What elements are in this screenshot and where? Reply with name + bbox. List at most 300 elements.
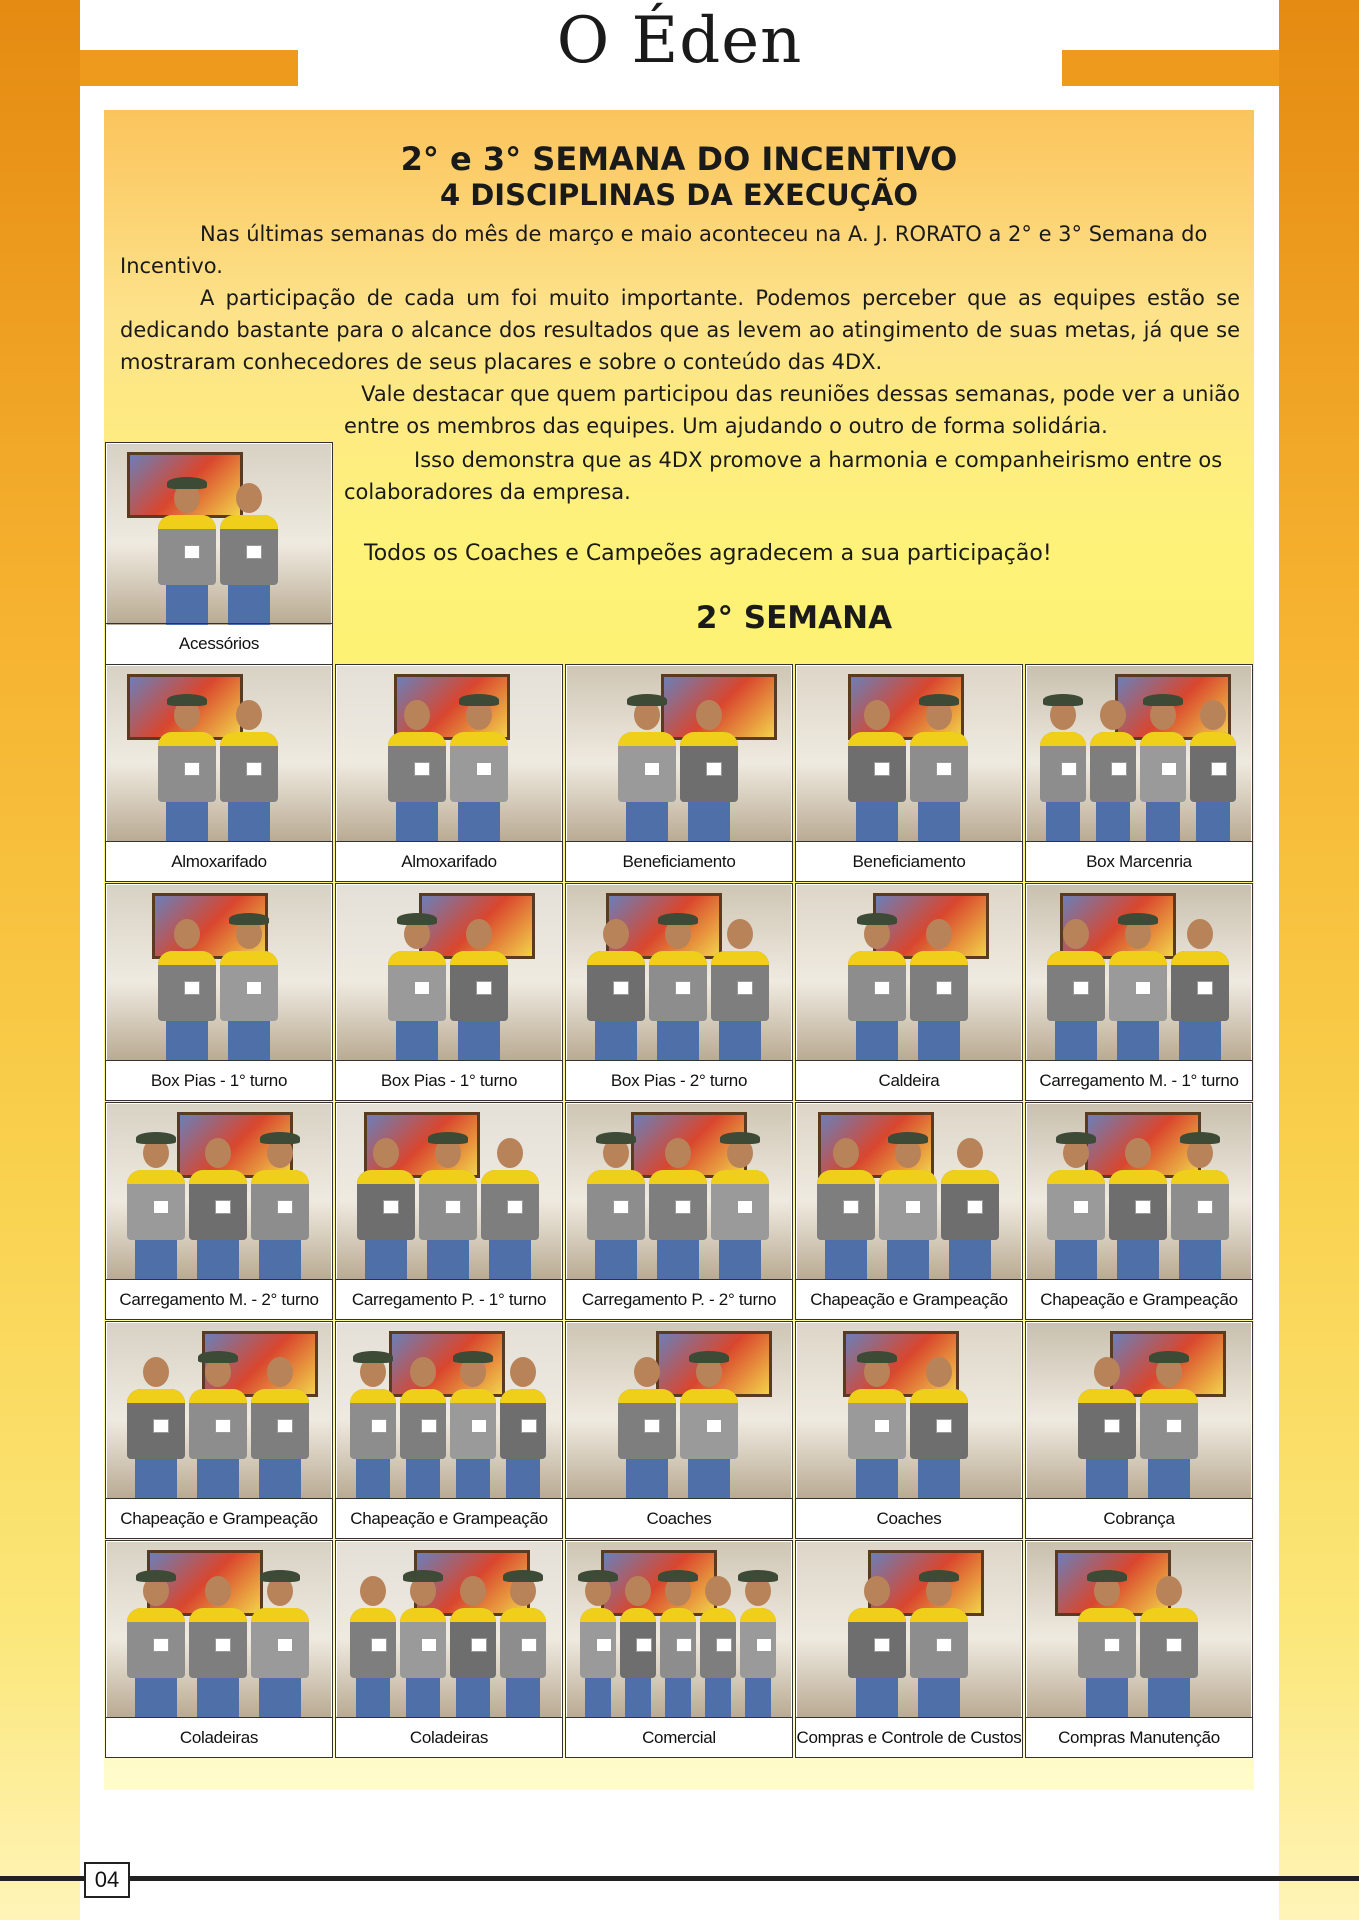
- person-shirt: [620, 1608, 656, 1678]
- shirt-yoke: [848, 1608, 906, 1622]
- person-figure: [740, 1568, 776, 1718]
- badge-card: [1135, 981, 1151, 995]
- person-shirt: [711, 1170, 769, 1240]
- photo-card: [335, 1321, 563, 1539]
- shirt-yoke: [1090, 732, 1136, 746]
- photo-caption: Box Pias - 2° turno: [566, 1060, 792, 1100]
- person-shirt: [649, 951, 707, 1021]
- photo: [337, 885, 561, 1061]
- person-figure: [618, 1349, 676, 1499]
- person-figure: [220, 692, 278, 842]
- person-head: [510, 1357, 536, 1387]
- person-jeans: [1179, 1021, 1221, 1061]
- person-jeans: [657, 1021, 699, 1061]
- shirt-yoke: [910, 951, 968, 965]
- shirt-yoke: [649, 951, 707, 965]
- person-shirt: [1171, 951, 1229, 1021]
- shirt-yoke: [910, 1608, 968, 1622]
- person-shirt: [1140, 1389, 1198, 1459]
- person-jeans: [197, 1240, 239, 1280]
- person-figure: [680, 1349, 738, 1499]
- badge-card: [1111, 762, 1127, 776]
- person-jeans: [688, 802, 730, 842]
- person-jeans: [918, 1678, 960, 1718]
- shirt-yoke: [350, 1608, 396, 1622]
- person-figure: [711, 1130, 769, 1280]
- person-shirt: [158, 732, 216, 802]
- badge-card: [936, 762, 952, 776]
- photo: [1027, 1542, 1251, 1718]
- person-figure: [879, 1130, 937, 1280]
- person-shirt: [618, 732, 676, 802]
- person-shirt: [158, 515, 216, 585]
- photo-card: [105, 1321, 333, 1539]
- badge-card: [246, 981, 262, 995]
- shirt-yoke: [817, 1170, 875, 1184]
- badge-card: [215, 1419, 231, 1433]
- person-shirt: [1190, 732, 1236, 802]
- person-jeans: [1196, 802, 1229, 842]
- badge-card: [675, 1200, 691, 1214]
- person-shirt: [388, 951, 446, 1021]
- person-head: [957, 1138, 983, 1168]
- person-figure: [941, 1130, 999, 1280]
- person-jeans: [626, 1459, 668, 1499]
- person-figure: [189, 1568, 247, 1718]
- shirt-yoke: [189, 1389, 247, 1403]
- person-head: [373, 1138, 399, 1168]
- photo-card: [105, 664, 333, 882]
- photo-caption: Carregamento P. - 2° turno: [566, 1279, 792, 1319]
- person-figure: [220, 911, 278, 1061]
- person-figure: [189, 1130, 247, 1280]
- badge-card: [215, 1200, 231, 1214]
- shirt-yoke: [1140, 1608, 1198, 1622]
- person-figure: [649, 1130, 707, 1280]
- shirt-yoke: [158, 732, 216, 746]
- person-shirt: [350, 1608, 396, 1678]
- person-figure: [1078, 1568, 1136, 1718]
- badge-card: [371, 1638, 387, 1652]
- person-shirt: [251, 1170, 309, 1240]
- badge-card: [737, 981, 753, 995]
- newsletter-title: O Éden: [556, 4, 803, 78]
- shirt-yoke: [400, 1608, 446, 1622]
- person-jeans: [856, 1021, 898, 1061]
- person-hat: [720, 1132, 760, 1144]
- person-shirt: [357, 1170, 415, 1240]
- badge-card: [1166, 1638, 1182, 1652]
- shirt-yoke: [251, 1170, 309, 1184]
- badge-card: [874, 762, 890, 776]
- person-shirt: [680, 1389, 738, 1459]
- person-head: [696, 700, 722, 730]
- badge-card: [277, 1638, 293, 1652]
- photo: [107, 666, 331, 842]
- person-shirt: [649, 1170, 707, 1240]
- person-hat: [260, 1570, 300, 1582]
- photo: [107, 1323, 331, 1499]
- person-shirt: [1047, 951, 1105, 1021]
- person-figure: [481, 1130, 539, 1280]
- person-shirt: [1078, 1389, 1136, 1459]
- shirt-yoke: [1047, 951, 1105, 965]
- person-shirt: [158, 951, 216, 1021]
- person-hat: [428, 1132, 468, 1144]
- badge-card: [371, 1419, 387, 1433]
- person-jeans: [1086, 1459, 1128, 1499]
- person-figure: [910, 1349, 968, 1499]
- person-jeans: [1096, 802, 1129, 842]
- shirt-yoke: [500, 1608, 546, 1622]
- badge-card: [246, 545, 262, 559]
- badge-card: [414, 981, 430, 995]
- badge-card: [874, 1638, 890, 1652]
- person-hat: [403, 1570, 443, 1582]
- person-jeans: [1086, 1678, 1128, 1718]
- person-jeans: [506, 1459, 539, 1499]
- person-shirt: [400, 1608, 446, 1678]
- badge-card: [1211, 762, 1227, 776]
- paragraph-2: A participação de cada um foi muito importante. Podemos perceber que as equipes estão se dedicando bastante para o alcance dos resultados que as levem ao atingimento de suas metas, já que se mostraram conhecedores de seus placares e sobre o conteúdo das 4DX.: [120, 286, 1240, 374]
- badge-card: [1161, 762, 1177, 776]
- person-figure: [649, 911, 707, 1061]
- shirt-yoke: [450, 1389, 496, 1403]
- person-figure: [1090, 692, 1136, 842]
- badge-card: [471, 1419, 487, 1433]
- photo: [1027, 666, 1251, 842]
- photo-caption: Box Pias - 1° turno: [106, 1060, 332, 1100]
- person-shirt: [660, 1608, 696, 1678]
- person-figure: [580, 1568, 616, 1718]
- person-figure: [450, 692, 508, 842]
- person-figure: [910, 911, 968, 1061]
- photo-caption: Chapeação e Grampeação: [336, 1498, 562, 1538]
- badge-card: [905, 1200, 921, 1214]
- person-shirt: [220, 515, 278, 585]
- person-jeans: [856, 1459, 898, 1499]
- photo: [797, 1104, 1021, 1280]
- photo-card: [1025, 664, 1253, 882]
- week-title: 2° SEMANA: [695, 600, 893, 636]
- photo: [797, 1323, 1021, 1499]
- shirt-yoke: [357, 1170, 415, 1184]
- shirt-yoke: [450, 732, 508, 746]
- article-subheading: 4 DISCIPLINAS DA EXECUÇÃO: [439, 178, 919, 212]
- person-figure: [350, 1349, 396, 1499]
- person-jeans: [1046, 802, 1079, 842]
- person-hat: [136, 1132, 176, 1144]
- photo-caption: Carregamento P. - 1° turno: [336, 1279, 562, 1319]
- person-jeans: [1055, 1021, 1097, 1061]
- person-shirt: [941, 1170, 999, 1240]
- person-figure: [158, 475, 216, 625]
- shirt-yoke: [740, 1608, 776, 1622]
- badge-card: [967, 1200, 983, 1214]
- person-head: [727, 919, 753, 949]
- shirt-yoke: [158, 951, 216, 965]
- badge-card: [644, 762, 660, 776]
- person-head: [267, 1357, 293, 1387]
- person-figure: [848, 1568, 906, 1718]
- person-shirt: [711, 951, 769, 1021]
- person-figure: [158, 911, 216, 1061]
- person-jeans: [166, 802, 208, 842]
- badge-card: [613, 981, 629, 995]
- badge-card: [706, 1419, 722, 1433]
- person-shirt: [817, 1170, 875, 1240]
- person-shirt: [910, 951, 968, 1021]
- person-jeans: [585, 1678, 611, 1718]
- shirt-yoke: [711, 1170, 769, 1184]
- person-shirt: [450, 1608, 496, 1678]
- photo: [1027, 885, 1251, 1061]
- photo-caption: Cobrança: [1026, 1498, 1252, 1538]
- person-shirt: [450, 951, 508, 1021]
- person-jeans: [918, 1021, 960, 1061]
- shirt-yoke: [127, 1608, 185, 1622]
- shirt-yoke: [711, 951, 769, 965]
- photo-caption: Coaches: [566, 1498, 792, 1538]
- person-head: [360, 1576, 386, 1606]
- photo-caption: Compras e Controle de Custos: [796, 1717, 1022, 1757]
- person-figure: [251, 1568, 309, 1718]
- badge-card: [1166, 1419, 1182, 1433]
- person-figure: [127, 1349, 185, 1499]
- badge-card: [277, 1200, 293, 1214]
- person-jeans: [1179, 1240, 1221, 1280]
- shirt-yoke: [848, 951, 906, 965]
- person-hat: [453, 1351, 493, 1363]
- badge-card: [153, 1200, 169, 1214]
- photo-caption: Comercial: [566, 1717, 792, 1757]
- person-head: [864, 700, 890, 730]
- person-figure: [1171, 1130, 1229, 1280]
- person-shirt: [910, 1608, 968, 1678]
- photo-card: [565, 1321, 793, 1539]
- photo-caption: Caldeira: [796, 1060, 1022, 1100]
- person-figure: [1190, 692, 1236, 842]
- person-shirt: [350, 1389, 396, 1459]
- photo-card: [565, 883, 793, 1101]
- person-hat: [229, 913, 269, 925]
- person-shirt: [450, 732, 508, 802]
- badge-card: [936, 1419, 952, 1433]
- badge-card: [476, 981, 492, 995]
- photo: [337, 1323, 561, 1499]
- person-jeans: [745, 1678, 771, 1718]
- photo-card: [565, 664, 793, 882]
- person-jeans: [719, 1240, 761, 1280]
- person-head: [1094, 1357, 1120, 1387]
- person-head: [497, 1138, 523, 1168]
- person-hat: [578, 1570, 618, 1582]
- shirt-yoke: [127, 1170, 185, 1184]
- badge-card: [445, 1200, 461, 1214]
- shirt-yoke: [450, 1608, 496, 1622]
- badge-card: [675, 981, 691, 995]
- person-jeans: [949, 1240, 991, 1280]
- person-shirt: [400, 1389, 446, 1459]
- person-figure: [660, 1568, 696, 1718]
- photo-caption: Chapeação e Grampeação: [796, 1279, 1022, 1319]
- shirt-yoke: [1078, 1608, 1136, 1622]
- shirt-yoke: [1140, 1389, 1198, 1403]
- person-shirt: [910, 732, 968, 802]
- photo: [337, 1104, 561, 1280]
- person-shirt: [481, 1170, 539, 1240]
- person-head: [926, 1357, 952, 1387]
- person-jeans: [406, 1459, 439, 1499]
- shirt-yoke: [618, 1389, 676, 1403]
- badge-card: [421, 1419, 437, 1433]
- person-jeans: [626, 802, 668, 842]
- photo: [797, 885, 1021, 1061]
- photo: [337, 1542, 561, 1718]
- person-figure: [1040, 692, 1086, 842]
- photo-caption: Carregamento M. - 1° turno: [1026, 1060, 1252, 1100]
- photo-card: [335, 883, 563, 1101]
- person-shirt: [848, 1389, 906, 1459]
- person-jeans: [356, 1678, 389, 1718]
- person-figure: [1171, 911, 1229, 1061]
- person-figure: [1140, 1349, 1198, 1499]
- shirt-yoke: [910, 732, 968, 746]
- badge-card: [471, 1638, 487, 1652]
- person-jeans: [458, 802, 500, 842]
- person-shirt: [450, 1389, 496, 1459]
- badge-card: [756, 1638, 772, 1652]
- person-jeans: [135, 1240, 177, 1280]
- photo-caption: Almoxarifado: [106, 841, 332, 881]
- photo: [567, 885, 791, 1061]
- person-head: [236, 700, 262, 730]
- badge-card: [636, 1638, 652, 1652]
- photo: [337, 666, 561, 842]
- person-figure: [500, 1568, 546, 1718]
- person-jeans: [396, 802, 438, 842]
- person-figure: [357, 1130, 415, 1280]
- badge-card: [613, 1200, 629, 1214]
- person-figure: [1109, 1130, 1167, 1280]
- page-number: 04: [84, 1862, 130, 1898]
- shirt-yoke: [620, 1608, 656, 1622]
- person-shirt: [500, 1608, 546, 1678]
- person-jeans: [665, 1678, 691, 1718]
- badge-card: [277, 1419, 293, 1433]
- person-head: [1063, 919, 1089, 949]
- person-jeans: [396, 1021, 438, 1061]
- badge-card: [153, 1419, 169, 1433]
- person-jeans: [427, 1240, 469, 1280]
- person-hat: [1143, 694, 1183, 706]
- person-hat: [1056, 1132, 1096, 1144]
- person-shirt: [1040, 732, 1086, 802]
- photo: [107, 1104, 331, 1280]
- shirt-yoke: [419, 1170, 477, 1184]
- photo-card: [335, 1540, 563, 1758]
- person-hat: [198, 1351, 238, 1363]
- badge-card: [184, 762, 200, 776]
- person-hat: [353, 1351, 393, 1363]
- photo: [567, 1542, 791, 1718]
- person-figure: [587, 911, 645, 1061]
- photo-card: [1025, 1321, 1253, 1539]
- badge-card: [1061, 762, 1077, 776]
- person-hat: [1118, 913, 1158, 925]
- badge-card: [153, 1638, 169, 1652]
- right-orange-border: [1279, 0, 1359, 1920]
- person-shirt: [580, 1608, 616, 1678]
- badge-card: [936, 981, 952, 995]
- person-figure: [400, 1568, 446, 1718]
- person-shirt: [1078, 1608, 1136, 1678]
- person-jeans: [1148, 1459, 1190, 1499]
- person-hat: [167, 694, 207, 706]
- person-shirt: [879, 1170, 937, 1240]
- person-head: [466, 919, 492, 949]
- person-figure: [680, 692, 738, 842]
- person-figure: [587, 1130, 645, 1280]
- person-hat: [1043, 694, 1083, 706]
- photo-card: [795, 883, 1023, 1101]
- person-shirt: [189, 1170, 247, 1240]
- photo-card: [105, 1540, 333, 1758]
- photo-caption: Acessórios: [106, 623, 332, 664]
- person-jeans: [625, 1678, 651, 1718]
- shirt-yoke: [158, 515, 216, 529]
- shirt-yoke: [1040, 732, 1086, 746]
- person-head: [1100, 700, 1126, 730]
- badge-card: [215, 1638, 231, 1652]
- shirt-yoke: [500, 1389, 546, 1403]
- person-head: [864, 1576, 890, 1606]
- person-head: [205, 1576, 231, 1606]
- person-figure: [251, 1349, 309, 1499]
- badge-card: [843, 1200, 859, 1214]
- photo-card: [335, 664, 563, 882]
- photo-caption: Beneficiamento: [796, 841, 1022, 881]
- person-head: [1200, 700, 1226, 730]
- person-shirt: [189, 1389, 247, 1459]
- photo-caption: Coladeiras: [336, 1717, 562, 1757]
- person-shirt: [127, 1389, 185, 1459]
- photo-card: [105, 883, 333, 1101]
- person-shirt: [848, 1608, 906, 1678]
- person-jeans: [825, 1240, 867, 1280]
- person-jeans: [688, 1459, 730, 1499]
- person-jeans: [228, 1021, 270, 1061]
- person-jeans: [719, 1021, 761, 1061]
- person-head: [1125, 1138, 1151, 1168]
- shirt-yoke: [649, 1170, 707, 1184]
- badge-card: [936, 1638, 952, 1652]
- person-hat: [503, 1570, 543, 1582]
- person-shirt: [1047, 1170, 1105, 1240]
- person-jeans: [1146, 802, 1179, 842]
- photo-caption: Chapeação e Grampeação: [106, 1498, 332, 1538]
- photo-card: [565, 1102, 793, 1320]
- photo: [107, 1542, 331, 1718]
- photo-card: [335, 1102, 563, 1320]
- badge-card: [706, 762, 722, 776]
- person-jeans: [887, 1240, 929, 1280]
- person-figure: [848, 692, 906, 842]
- person-hat: [738, 1570, 778, 1582]
- photo: [1027, 1104, 1251, 1280]
- shirt-yoke: [350, 1389, 396, 1403]
- photo-caption: Compras Manutenção: [1026, 1717, 1252, 1757]
